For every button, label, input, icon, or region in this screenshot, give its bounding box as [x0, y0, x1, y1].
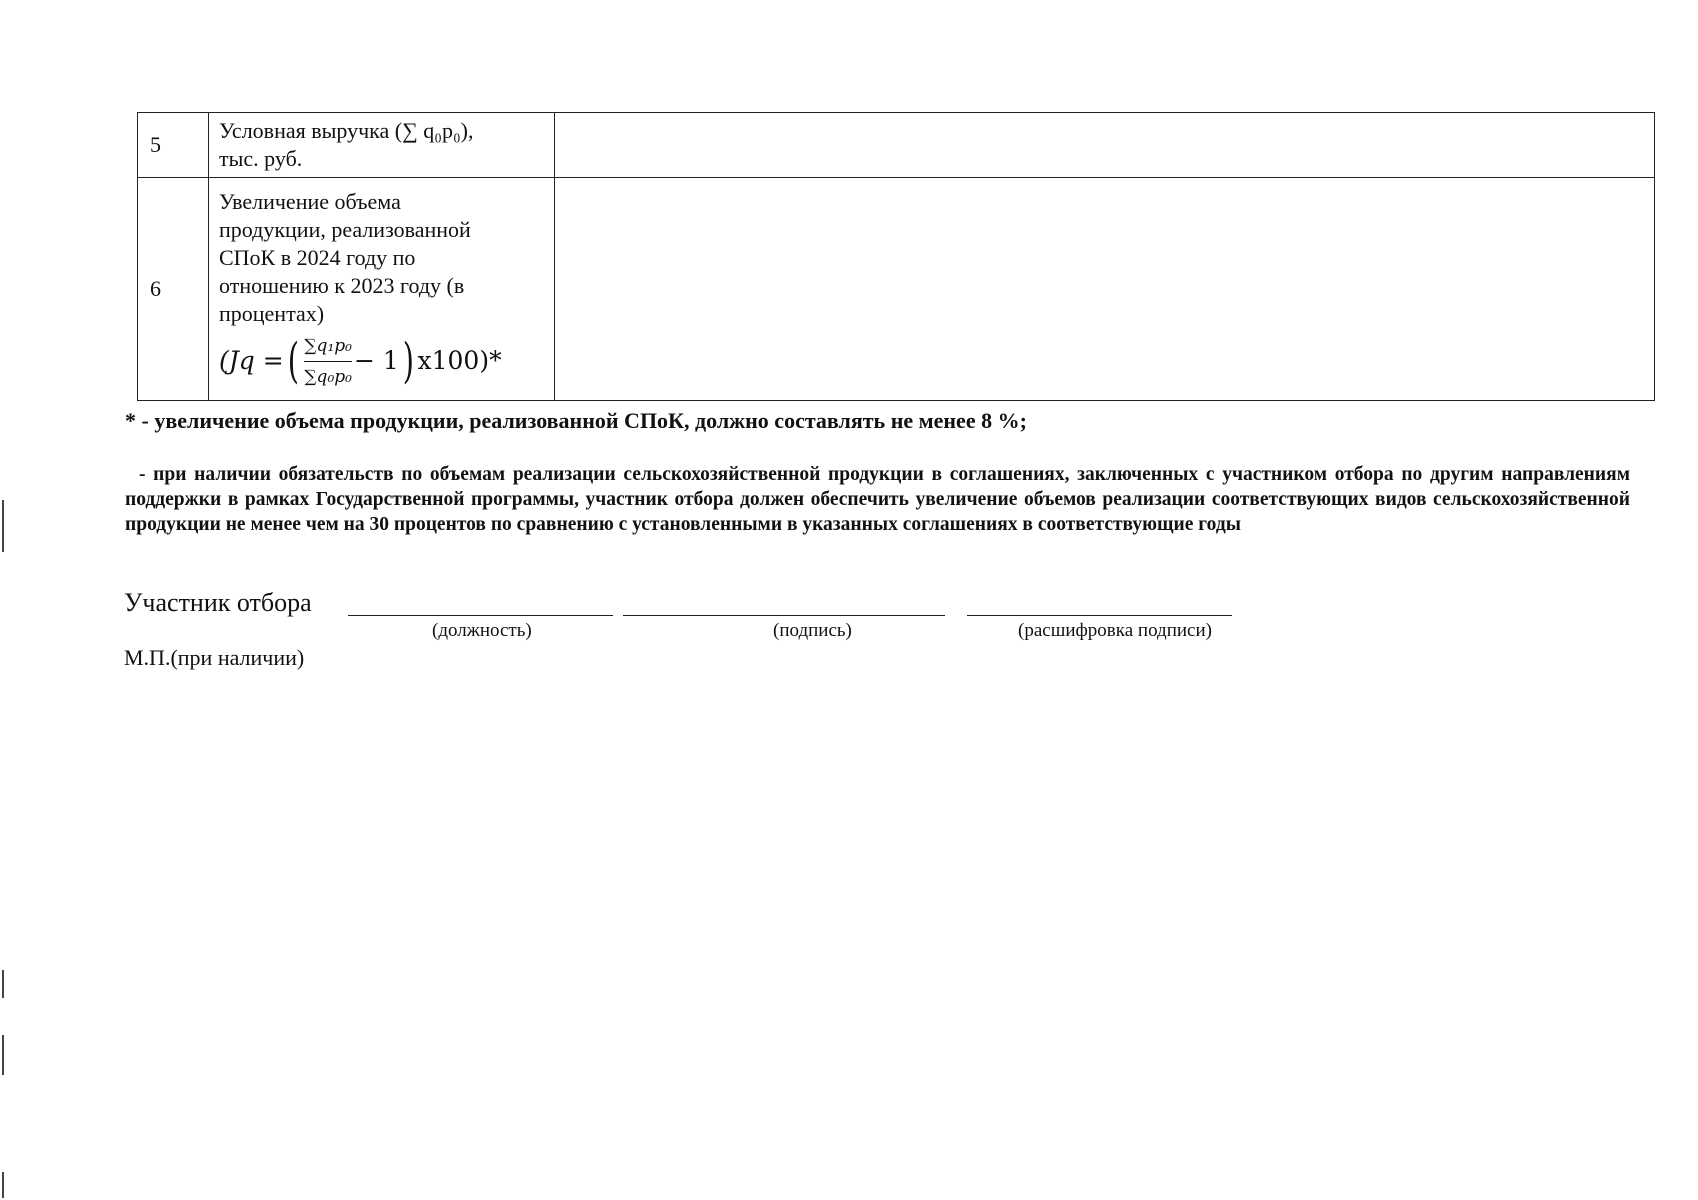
stamp-label: М.П.(при наличии): [124, 645, 305, 670]
scan-edge-mark: [2, 970, 4, 998]
table-row: [138, 113, 1655, 178]
position-caption: (должность): [432, 620, 532, 641]
row-value-cell[interactable]: [555, 113, 1655, 178]
label-line: отношению к 2023 году (в: [219, 272, 465, 298]
signature-line[interactable]: [623, 615, 945, 616]
formula-tail: − 1: [353, 346, 399, 375]
formula-fraction: [304, 332, 352, 391]
label-line: Увеличение объема: [219, 188, 401, 214]
participant-label: Участник отбора: [124, 588, 312, 617]
signature-caption: (подпись): [773, 620, 852, 641]
scan-edge-mark: [2, 500, 4, 552]
row-value-cell[interactable]: [555, 178, 1655, 401]
position-line[interactable]: [348, 615, 613, 616]
footnote-obligations: - при наличии обязательств по объемам реализации сельскохозяйственной продукции в соглашениях, заключенных с участником отбора по другим направлениям поддержки в рамках Государственной программы, участник отбора должен обеспечить увеличение объемов реализации соответствующих видов сельскохозяйственной продукции не менее чем на 30 процентов по сравнению с установленными в указанных соглашениях в соответствующие годы: [125, 464, 1630, 535]
row-label: [209, 178, 555, 401]
formula-paren-close: ): [402, 333, 414, 389]
label-line: процентах): [219, 300, 325, 326]
label-line: Условная выручка (∑ q₀p₀),: [219, 118, 474, 143]
table-row: [138, 178, 1655, 401]
label-line: продукции, реализованной: [219, 216, 471, 242]
row-label: [209, 113, 555, 178]
row-number: 5: [138, 113, 209, 178]
decoding-caption: (расшифровка подписи): [1018, 620, 1212, 641]
footnote-min-growth: * - увеличение объема продукции, реализованной СПоК, должно составлять не менее 8 %;: [125, 408, 1027, 433]
formula-paren-open: (: [287, 333, 299, 389]
label-line: СПоК в 2024 году по: [219, 244, 416, 270]
label-line: тыс. руб.: [219, 146, 303, 171]
row-number: 6: [138, 178, 209, 401]
indicator-table: [137, 112, 1655, 401]
decoding-line[interactable]: [967, 615, 1232, 616]
formula-suffix: x100)*: [417, 346, 502, 375]
scan-edge-mark: [2, 1172, 4, 1198]
formula-lhs: (Jq =: [219, 346, 284, 375]
scan-edge-mark: [2, 1035, 4, 1075]
formula-denominator: ∑q₀p₀: [304, 366, 352, 387]
fraction-bar: [304, 361, 352, 362]
growth-formula: [219, 332, 544, 391]
formula-numerator: ∑q₁p₀: [304, 335, 352, 356]
